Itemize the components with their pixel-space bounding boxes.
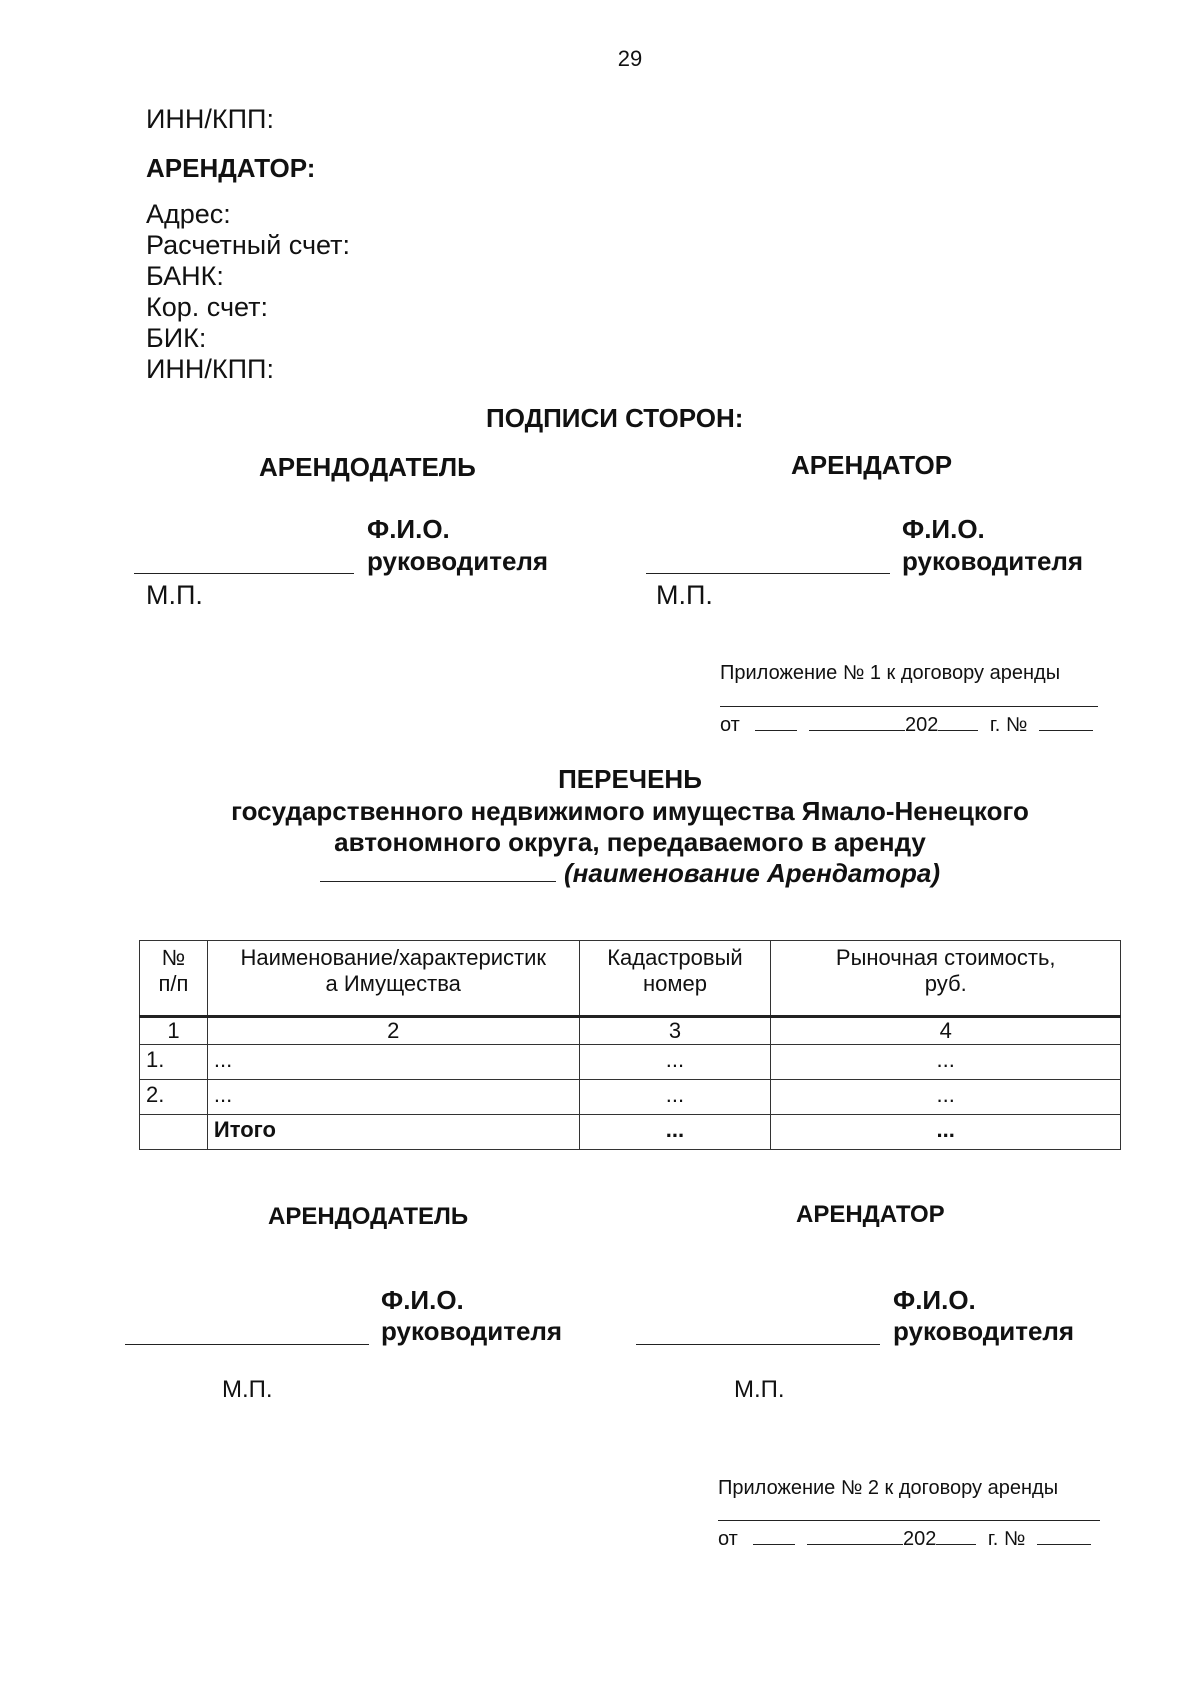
header-cadastral: Кадастровый номер [579, 941, 771, 1017]
tenant-heading: АРЕНДАТОР: [146, 153, 316, 183]
appendix1-number-blank [1039, 712, 1093, 731]
row-value: ... [771, 1080, 1121, 1115]
list-subtitle-line2: автономного округа, передаваемого в аренду [334, 827, 926, 857]
appendix1-year-blank [938, 712, 978, 731]
appendix1-year-label: 202 [904, 714, 939, 736]
signatures-title: ПОДПИСИ СТОРОН: [486, 403, 744, 433]
row-value: ... [771, 1045, 1121, 1080]
landlord-fio-label: Ф.И.О. [367, 514, 450, 544]
appendix2-month-blank [807, 1526, 903, 1545]
row-number: 2. [140, 1080, 208, 1115]
tenant-corr-account-label: Кор. счет: [146, 292, 269, 322]
appendix1-date-line [720, 712, 1093, 737]
tenant-address-label: Адрес: [146, 199, 231, 229]
appendix2-label: Приложение № 2 к договору аренды [718, 1477, 1059, 1499]
appendix1-month-blank [809, 712, 905, 731]
table-column-numbers-row [140, 1017, 1121, 1045]
row-number [140, 1115, 208, 1150]
row-cadastral: ... [579, 1080, 771, 1115]
landlord-fio-label-2: Ф.И.О. [381, 1285, 464, 1315]
landlord-party-title: АРЕНДОДАТЕЛЬ [259, 452, 476, 482]
appendix2-date-line [718, 1526, 1091, 1551]
tenant-inn-label: ИНН/КПП: [146, 354, 274, 384]
table-total-row [140, 1115, 1121, 1150]
tenant-name-placeholder: (наименование Арендатора) [563, 858, 941, 888]
total-value: ... [771, 1115, 1121, 1150]
appendix1-from-label: от [720, 714, 740, 736]
tenant-stamp-label: М.П. [656, 580, 713, 610]
header-value: Рыночная стоимость, руб. [771, 941, 1121, 1017]
landlord-stamp-label: М.П. [146, 580, 203, 610]
list-title: ПЕРЕЧЕНЬ [558, 764, 702, 794]
tenant-bik-label: БИК: [146, 323, 207, 353]
appendix2-from-label: от [718, 1528, 738, 1550]
landlord-stamp-label-2: М.П. [222, 1376, 273, 1403]
appendix2-number-label: г. № [987, 1528, 1026, 1550]
row-name: ... [207, 1045, 579, 1080]
table-row [140, 1080, 1121, 1115]
appendix2-contract-line [718, 1520, 1100, 1521]
tenant-head-label-2: руководителя [893, 1316, 1075, 1346]
column-number: 2 [207, 1017, 579, 1045]
tenant-party-title: АРЕНДАТОР [791, 450, 953, 480]
appendix1-number-label: г. № [989, 714, 1028, 736]
tenant-name-blank [320, 861, 556, 882]
appendix2-day-blank [753, 1526, 795, 1545]
appendix2-year-blank [936, 1526, 976, 1545]
appendix1-contract-line [720, 706, 1098, 707]
total-cadastral: ... [579, 1115, 771, 1150]
table-header-row [140, 941, 1121, 1017]
header-name: Наименование/характеристик а Имущества [207, 941, 579, 1017]
landlord-head-label: руководителя [367, 546, 549, 576]
column-number: 1 [140, 1017, 208, 1045]
landlord-signature-line [134, 573, 354, 574]
row-cadastral: ... [579, 1045, 771, 1080]
tenant-party-title-2: АРЕНДАТОР [796, 1201, 945, 1228]
tenant-signature-line [646, 573, 890, 574]
column-number: 3 [579, 1017, 771, 1045]
tenant-fio-label: Ф.И.О. [902, 514, 985, 544]
appendix1-day-blank [755, 712, 797, 731]
landlord-signature-line-2 [125, 1344, 369, 1345]
row-name: ... [207, 1080, 579, 1115]
row-number: 1. [140, 1045, 208, 1080]
appendix2-year-label: 202 [902, 1528, 937, 1550]
list-subtitle-line1: государственного недвижимого имущества Ямало-Ненецкого [231, 796, 1029, 826]
appendix2-number-blank [1037, 1526, 1091, 1545]
tenant-fio-label-2: Ф.И.О. [893, 1285, 976, 1315]
column-number: 4 [771, 1017, 1121, 1045]
tenant-details [146, 199, 350, 385]
landlord-party-title-2: АРЕНДОДАТЕЛЬ [268, 1203, 469, 1230]
list-subtitle-line3 [0, 857, 1200, 889]
landlord-head-label-2: руководителя [381, 1316, 563, 1346]
tenant-head-label: руководителя [902, 546, 1084, 576]
total-label: Итого [207, 1115, 579, 1150]
property-table [139, 940, 1121, 1150]
landlord-inn-line: ИНН/КПП: [146, 104, 274, 134]
tenant-signature-line-2 [636, 1344, 880, 1345]
tenant-account-label: Расчетный счет: [146, 230, 351, 260]
tenant-bank-label: БАНК: [146, 261, 224, 291]
header-number: № п/п [140, 941, 208, 1017]
table-row [140, 1045, 1121, 1080]
page-number: 29 [617, 46, 643, 71]
tenant-stamp-label-2: М.П. [734, 1376, 785, 1403]
appendix1-label: Приложение № 1 к договору аренды [720, 662, 1061, 684]
